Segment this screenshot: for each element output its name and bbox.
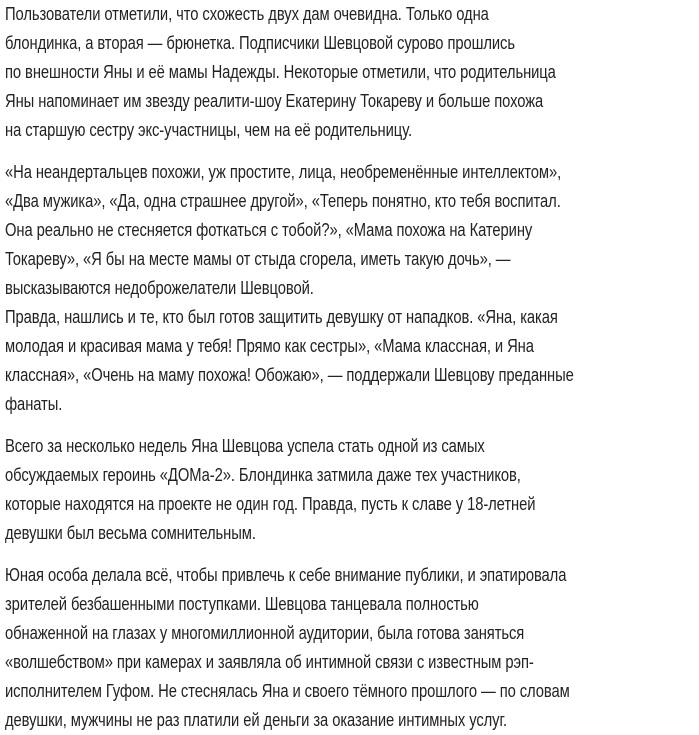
text-line: обнаженной на глазах у многомиллионной аудитории, была готова заняться: [5, 623, 525, 643]
text-line: «Два мужика», «Да, одна страшнее другой», «Теперь понятно, кто тебя воспитал.: [5, 191, 561, 211]
text-line: девушки, мужчины не раз платили ей деньги за оказание интимных услуг.: [5, 710, 508, 730]
text-line: Токареву», «Я бы на месте мамы от стыда сгорела, иметь такую дочь», —: [5, 249, 511, 269]
text-line: фанаты.: [5, 394, 63, 414]
text-line: на старшую сестру экс-участницы, чем на её родительницу.: [5, 120, 412, 140]
text-line: «На неандертальцев похожи, уж простите, лица, необременённые интеллектом»,: [5, 162, 562, 182]
text-line: молодая и красивая мама у тебя! Прямо как сестры», «Мама классная, и Яна: [5, 336, 534, 356]
text-line: зрителей безбашенными поступками. Шевцова танцевала полностью: [5, 594, 479, 614]
text-line: высказываются недоброжелатели Шевцовой.: [5, 278, 314, 298]
paragraph-similarity: [5, 0, 699, 145]
paragraph-popularity: [5, 432, 699, 548]
text-line: Пользователи отметили, что схожесть двух дам очевидна. Только одна: [5, 4, 489, 24]
text-line: девушки был весьма сомнительным.: [5, 523, 256, 543]
text-line: Юная особа делала всё, чтобы привлечь к себе внимание публики, и эпатировала: [5, 565, 567, 585]
text-line: «волшебством» при камерах и заявляла об интимной связи с известным рэп-: [5, 652, 534, 672]
paragraph-fans-quotes: [5, 303, 699, 419]
paragraph-spacer: [5, 145, 699, 158]
text-line: классная», «Очень на маму похожа! Обожаю», — поддержали Шевцову преданные: [5, 365, 574, 385]
paragraph-spacer: [5, 419, 699, 432]
text-line: которые находятся на проекте не один год. Правда, пусть к славе у 18-летней: [5, 494, 536, 514]
paragraph-scandals: [5, 561, 699, 735]
text-line: исполнителем Гуфом. Не стеснялась Яна и своего тёмного прошлого — по словам: [5, 681, 570, 701]
text-line: по внешности Яны и её мамы Надежды. Некоторые отметили, что родительница: [5, 62, 556, 82]
article-body: [5, 0, 699, 735]
text-line: Яны напоминает им звезду реалити-шоу Екатерину Токареву и больше похожа: [5, 91, 544, 111]
paragraph-spacer: [5, 548, 699, 561]
text-line: Всего за несколько недель Яна Шевцова успела стать одной из самых: [5, 436, 485, 456]
text-line: Правда, нашлись и те, кто был готов защитить девушку от нападков. «Яна, какая: [5, 307, 558, 327]
text-line: Она реально не стесняется фоткаться с тобой?», «Мама похожа на Катерину: [5, 220, 533, 240]
text-line: обсуждаемых героинь «ДОМа-2». Блондинка затмила даже тех участников,: [5, 465, 521, 485]
text-line: блондинка, а вторая — брюнетка. Подписчики Шевцовой сурово прошлись: [5, 33, 515, 53]
paragraph-critics-quotes: [5, 158, 699, 303]
